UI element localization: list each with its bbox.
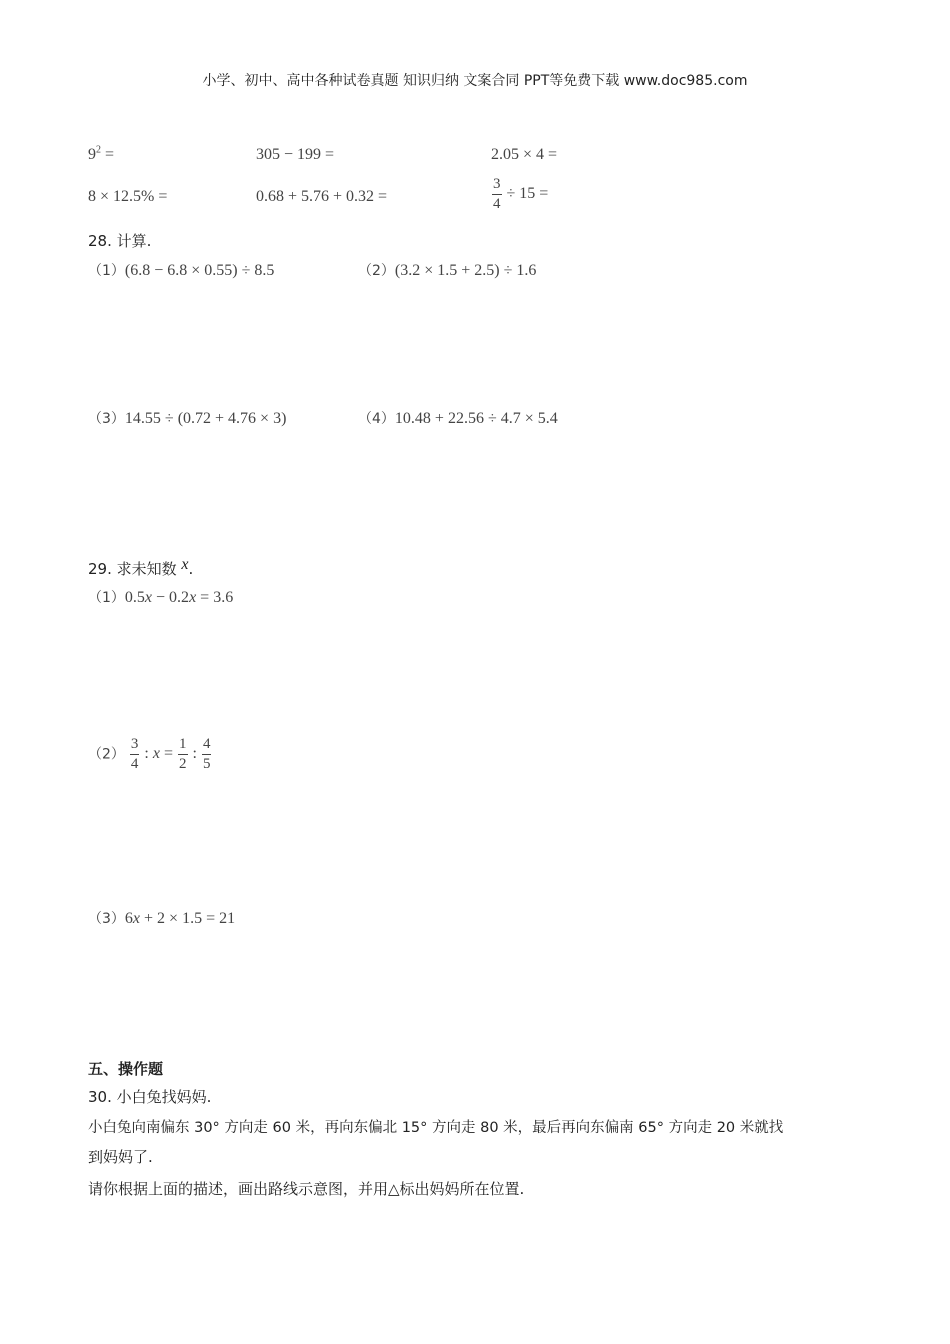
fraction xyxy=(178,737,188,772)
oral-item-6-rest: ÷ 15 = xyxy=(506,185,549,203)
q29-part-1 xyxy=(88,587,233,607)
q29-part-1-coef-b: − 0.2 xyxy=(152,589,190,606)
q30-line-3: 请你根据上面的描述，画出路线示意图，并用△标出妈妈所在位置. xyxy=(88,1180,525,1198)
q29-title-text: 29. 求未知数 xyxy=(88,560,177,578)
fraction-numerator: 1 xyxy=(179,736,187,752)
oral-item-1 xyxy=(88,146,114,164)
q29-part-1-expr xyxy=(125,589,233,606)
q28-part-2 xyxy=(358,260,536,280)
q28-part-4-expr: 10.48 + 22.56 ÷ 4.7 × 5.4 xyxy=(394,410,558,427)
oral-item-1-exp: 2 xyxy=(96,144,101,156)
q29-part-3 xyxy=(88,908,235,928)
q28-part-1-label: （1） xyxy=(88,263,125,279)
q29-part-1-var-a: x xyxy=(144,589,153,606)
q29-part-3-rest: + 2 × 1.5 = 21 xyxy=(140,910,236,927)
q29-part-2 xyxy=(88,737,212,772)
ratio-colon: : xyxy=(140,745,153,763)
fraction-denominator: 4 xyxy=(493,196,501,212)
q28-title: 28. 计算. xyxy=(88,232,152,250)
fraction xyxy=(492,177,502,212)
q28-part-4-label: （4） xyxy=(358,411,395,427)
fraction xyxy=(130,737,140,772)
oral-item-1-rest: = xyxy=(101,146,115,163)
oral-item-3: 2.05 × 4 = xyxy=(491,146,558,163)
fraction-numerator: 4 xyxy=(202,736,211,752)
fraction-bar xyxy=(130,754,140,755)
q29-part-1-var-b: x xyxy=(189,589,197,606)
oral-item-2: 305 − 199 = xyxy=(256,146,335,163)
oral-item-4: 8 × 12.5% = xyxy=(88,188,168,205)
oral-item-1-base: 9 xyxy=(88,146,96,163)
q28-part-4 xyxy=(358,408,558,428)
q29-title-period: . xyxy=(188,560,194,578)
q29-part-3-expr xyxy=(125,910,235,927)
q29-part-1-coef-a: 0.5 xyxy=(124,589,145,606)
fraction-bar xyxy=(202,754,212,755)
q30-title: 30. 小白兔找妈妈. xyxy=(88,1088,212,1106)
q29-part-3-label: （3） xyxy=(88,911,125,927)
q28-part-3-expr: 14.55 ÷ (0.72 + 4.76 × 3) xyxy=(124,410,287,427)
ratio-colon: : xyxy=(188,745,201,763)
q29-title-variable: x xyxy=(181,556,189,573)
fraction-denominator: 4 xyxy=(130,756,139,772)
q28-part-3-label: （3） xyxy=(88,411,125,427)
fraction xyxy=(202,737,212,772)
fraction-denominator: 5 xyxy=(202,756,211,772)
oral-item-6 xyxy=(491,177,548,212)
q28-part-1 xyxy=(88,260,274,280)
q29-title xyxy=(88,558,193,579)
fraction-denominator: 2 xyxy=(179,756,187,772)
q28-part-2-label: （2） xyxy=(358,263,395,279)
q29-part-3-var: x xyxy=(132,910,141,927)
q30-line-2: 到妈妈了. xyxy=(88,1148,153,1166)
q29-part-1-rhs: = 3.6 xyxy=(196,589,234,606)
fraction-numerator: 3 xyxy=(130,736,139,752)
q29-part-2-var: x xyxy=(152,745,160,763)
fraction-numerator: 3 xyxy=(493,176,501,192)
oral-item-5: 0.68 + 5.76 + 0.32 = xyxy=(256,188,388,205)
q28-part-1-expr: (6.8 − 6.8 × 0.55) ÷ 8.5 xyxy=(124,262,275,279)
q28-part-2-expr: (3.2 × 1.5 + 2.5) ÷ 1.6 xyxy=(394,262,537,279)
q29-part-3-coef: 6 xyxy=(124,910,133,927)
equals-sign: = xyxy=(159,745,178,763)
fraction-bar xyxy=(492,194,502,195)
q28-part-3 xyxy=(88,408,286,428)
fraction-bar xyxy=(178,754,188,755)
page-header: 小学、初中、高中各种试卷真题 知识归纳 文案合同 PPT等免费下载 www.doc985.com xyxy=(202,73,748,89)
q29-part-2-expr xyxy=(125,736,213,772)
section-5-title: 五、操作题 xyxy=(88,1060,164,1078)
q29-part-1-label: （1） xyxy=(88,590,125,606)
q30-line-1: 小白兔向南偏东 30° 方向走 60 米，再向东偏北 15° 方向走 80 米，最后再向东偏南 65° 方向走 20 米就找 xyxy=(88,1120,784,1136)
q29-part-2-label: （2） xyxy=(88,746,125,763)
